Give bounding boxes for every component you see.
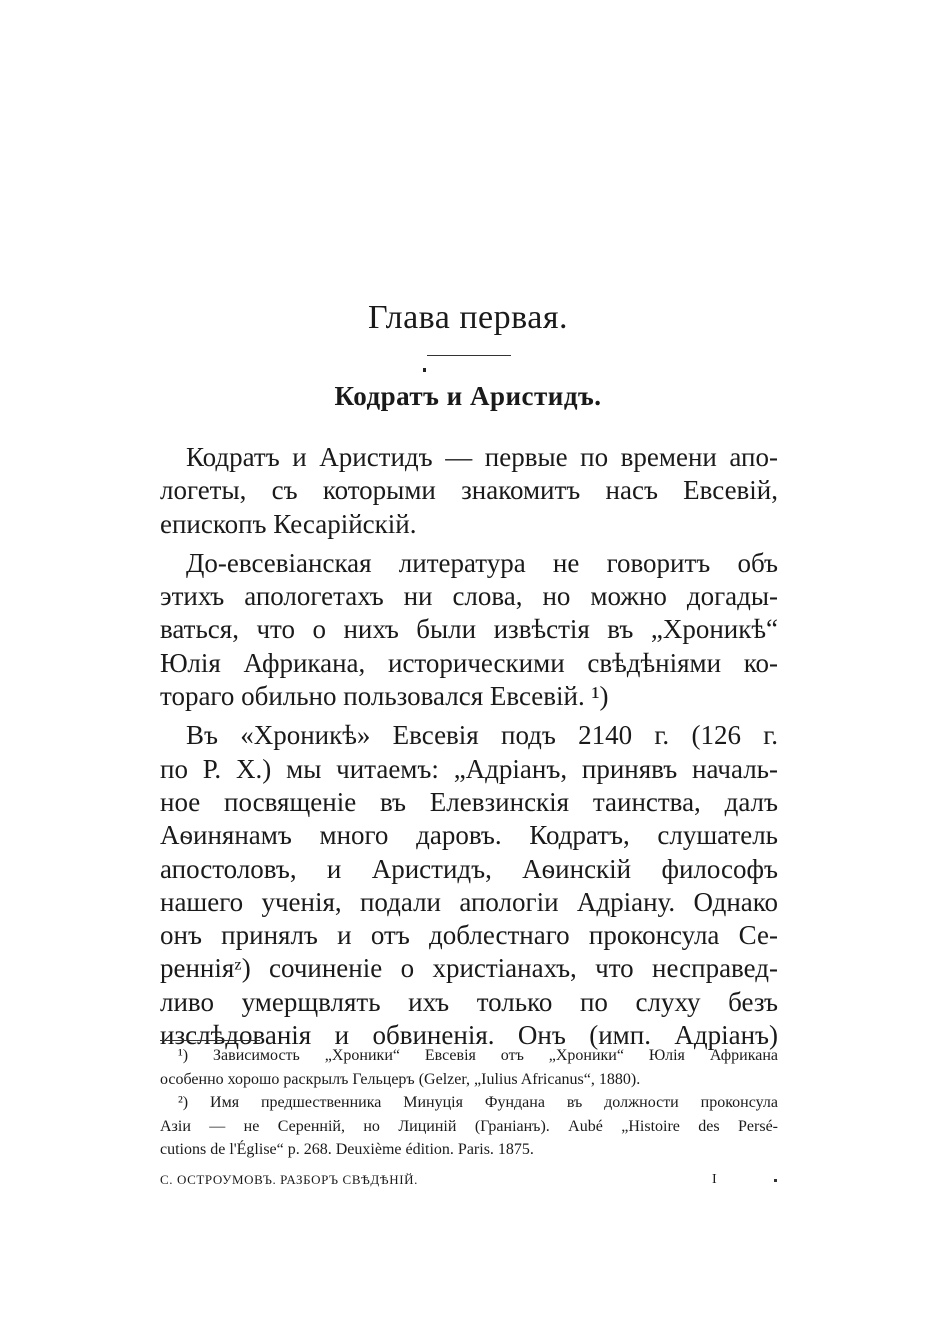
title-divider [427, 355, 511, 356]
text-line: епископъ Кесарійскій. [160, 508, 417, 539]
footnote-1 [160, 1044, 778, 1091]
text-line: Юлія Африкана, историческими свѣдѣніями ко- [160, 647, 778, 678]
text-line: нашего ученія, подали апологіи Адріану. Однако [160, 886, 778, 917]
paragraph-1 [160, 441, 778, 541]
text-line: апостоловъ, и Аристидъ, Аѳинскій философъ [160, 853, 778, 884]
footnote-line: Азіи — не Серенній, но Лициній (Граніанъ). Aubé „Histoire des Persé- [160, 1117, 778, 1135]
text-line: Аѳинянамъ много даровъ. Кодратъ, слушатель [160, 820, 778, 851]
footnote-2 [160, 1091, 778, 1162]
body-text [160, 441, 778, 1052]
text-line: тораго обильно пользовался Евсевій. ¹) [160, 681, 609, 712]
text-line: по Р. X.) мы читаемъ: „Адріанъ, принявъ началь- [160, 753, 778, 784]
footnote-divider [160, 1040, 260, 1041]
text-line: онъ принялъ и отъ доблестнаго проконсула Се- [160, 920, 778, 951]
signature-dot-mark [774, 1179, 777, 1182]
footnote-line: cutions de l'Église“ p. 268. Deuxième édition. Paris. 1875. [160, 1141, 534, 1158]
signature-number: I [712, 1172, 718, 1187]
section-title: Кодратъ и Аристидъ. [334, 381, 602, 411]
footnote-line: ²) Имя предшественника Минуція Фундана въ должности проконсула [178, 1094, 778, 1111]
text-line: ливо умерщвлять ихъ только по слуху безъ [160, 986, 778, 1017]
footnote-line: особенно хорошо раскрылъ Гельцеръ (Gelzer, „Iulius Africanus“, 1880). [160, 1070, 641, 1088]
paragraph-2 [160, 547, 778, 713]
signature-row [160, 1168, 778, 1192]
text-line: ваться, что о нихъ были извѣстія въ „Хроникѣ“ [160, 614, 778, 645]
text-line: Въ «Хроникѣ» Евсевія подъ 2140 г. (126 г. [186, 720, 778, 751]
chapter-title: Глава первая. [368, 299, 568, 336]
text-line: изслѣдованія и обвиненія. Онъ (имп. Адріанъ) [160, 1020, 778, 1051]
footnote-line: ¹) Зависимость „Хроники“ Евсевія отъ „Хроники“ Юлія Африкана [178, 1047, 778, 1064]
footnotes [160, 1044, 778, 1162]
title-dot-mark [423, 368, 426, 372]
paragraph-3 [160, 719, 778, 1052]
printer-signature: С. ОСТРОУМОВЪ. РАЗБОРЪ СВѢДѢНІЙ. [160, 1172, 418, 1187]
text-line: ренніяᶻ) сочиненіе о христіанахъ, что несправед- [160, 953, 778, 984]
text-line: До-евсевіанская литература не говоритъ объ [186, 547, 778, 578]
text-line: логеты, съ которыми знакомитъ насъ Евсевій, [160, 475, 778, 506]
text-line: этихъ апологетахъ ни слова, но можно догады- [160, 581, 778, 612]
text-line: Кодратъ и Аристидъ — первые по времени апо- [186, 442, 778, 472]
text-line: ное посвященіе въ Елевзинскія таинства, далъ [160, 786, 778, 817]
